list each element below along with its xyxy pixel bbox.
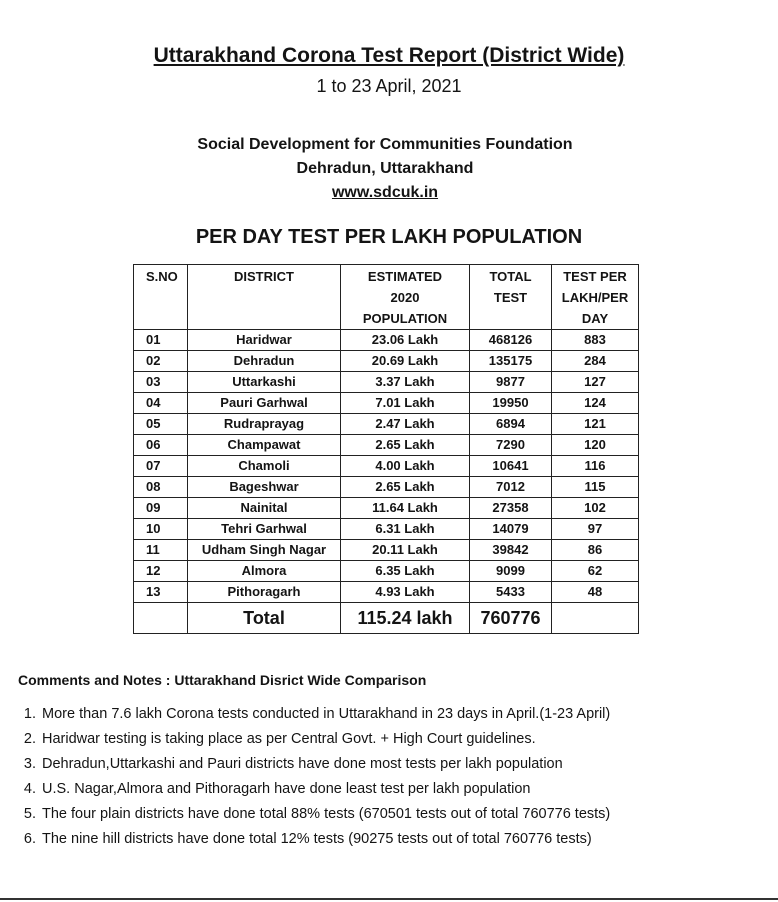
table-row	[134, 456, 639, 477]
cell-per-lakh: 127	[552, 372, 639, 393]
table-row	[134, 498, 639, 519]
cell-district: Rudraprayag	[188, 414, 341, 435]
cell-per-lakh: 86	[552, 540, 639, 561]
cell-per-lakh: 62	[552, 561, 639, 582]
list-item: 1. More than 7.6 lakh Corona tests conducted in Uttarakhand in 23 days in April.(1-23 April)	[40, 702, 760, 727]
cell-per-lakh: 115	[552, 477, 639, 498]
cell-district: Haridwar	[188, 330, 341, 351]
cell-total-test: 9877	[470, 372, 552, 393]
report-dates: 1 to 23 April, 2021	[316, 76, 462, 96]
cell-total-test: 9099	[470, 561, 552, 582]
table-header-row	[134, 265, 639, 330]
cell-per-lakh: 48	[552, 582, 639, 603]
cell-total-test: 468126	[470, 330, 552, 351]
cell-sno: 03	[134, 372, 188, 393]
table-row	[134, 414, 639, 435]
cell-total-test: 27358	[470, 498, 552, 519]
cell-total-test: 6894	[470, 414, 552, 435]
cell-per-lakh: 124	[552, 393, 639, 414]
table-total-row	[134, 603, 639, 634]
cell-sno: 09	[134, 498, 188, 519]
cell-population: 3.37 Lakh	[341, 372, 470, 393]
cell-population: 11.64 Lakh	[341, 498, 470, 519]
cell-sno: 06	[134, 435, 188, 456]
table-row	[134, 393, 639, 414]
cell-per-lakh: 284	[552, 351, 639, 372]
cell-sno: 10	[134, 519, 188, 540]
list-item: 2. Haridwar testing is taking place as per Central Govt. + High Court guidelines.	[40, 727, 760, 752]
cell-sno: 07	[134, 456, 188, 477]
cell-total-empty	[134, 603, 188, 634]
table-row	[134, 582, 639, 603]
cell-per-lakh: 116	[552, 456, 639, 477]
cell-total-label: Total	[188, 603, 341, 634]
list-item: 3. Dehradun,Uttarkashi and Pauri districts have done most tests per lakh population	[40, 752, 760, 777]
notes-heading: Comments and Notes : Uttarakhand Disrict Wide Comparison	[18, 672, 427, 688]
table-row	[134, 330, 639, 351]
cell-sno: 04	[134, 393, 188, 414]
cell-total-test: 7290	[470, 435, 552, 456]
cell-total-test: 19950	[470, 393, 552, 414]
org-name: Social Development for Communities Foundation	[197, 136, 573, 153]
cell-district: Pauri Garhwal	[188, 393, 341, 414]
cell-per-lakh: 121	[552, 414, 639, 435]
cell-population: 2.65 Lakh	[341, 477, 470, 498]
cell-population: 4.93 Lakh	[341, 582, 470, 603]
cell-sno: 13	[134, 582, 188, 603]
header-population: ESTIMATED 2020 POPULATION	[341, 265, 470, 330]
notes-list	[0, 702, 760, 852]
header-test-per-lakh: TEST PER LAKH/PER DAY	[552, 265, 639, 330]
header-total-test: TOTAL TEST	[470, 265, 552, 330]
org-location: Dehradun, Uttarakhand	[296, 160, 474, 177]
cell-population: 2.47 Lakh	[341, 414, 470, 435]
cell-total-test: 135175	[470, 351, 552, 372]
district-test-table	[133, 264, 639, 634]
cell-district: Chamoli	[188, 456, 341, 477]
cell-population: 23.06 Lakh	[341, 330, 470, 351]
cell-sno: 01	[134, 330, 188, 351]
org-block	[0, 133, 770, 205]
report-title: Uttarakhand Corona Test Report (District Wide)	[153, 44, 625, 67]
cell-district: Pithoragarh	[188, 582, 341, 603]
list-item: 5. The four plain districts have done total 88% tests (670501 tests out of total 760776 tests)	[40, 802, 760, 827]
cell-district: Udham Singh Nagar	[188, 540, 341, 561]
cell-sno: 11	[134, 540, 188, 561]
cell-population: 6.31 Lakh	[341, 519, 470, 540]
cell-total-test: 7012	[470, 477, 552, 498]
cell-population: 4.00 Lakh	[341, 456, 470, 477]
cell-per-lakh: 97	[552, 519, 639, 540]
table-row	[134, 372, 639, 393]
section-title: PER DAY TEST PER LAKH POPULATION	[195, 226, 583, 248]
cell-sno: 08	[134, 477, 188, 498]
table-row	[134, 561, 639, 582]
header-sno: S.NO	[134, 265, 188, 330]
table-row	[134, 477, 639, 498]
cell-per-lakh: 883	[552, 330, 639, 351]
cell-district: Champawat	[188, 435, 341, 456]
header-district: DISTRICT	[188, 265, 341, 330]
cell-district: Tehri Garhwal	[188, 519, 341, 540]
table-row	[134, 540, 639, 561]
org-website-link[interactable]: www.sdcuk.in	[331, 184, 439, 201]
cell-district: Dehradun	[188, 351, 341, 372]
bottom-divider	[0, 898, 778, 900]
cell-total-test: 14079	[470, 519, 552, 540]
cell-population: 20.69 Lakh	[341, 351, 470, 372]
cell-total-test: 39842	[470, 540, 552, 561]
cell-total-test: 5433	[470, 582, 552, 603]
table-row	[134, 351, 639, 372]
cell-total-test: 10641	[470, 456, 552, 477]
cell-population: 2.65 Lakh	[341, 435, 470, 456]
cell-population: 6.35 Lakh	[341, 561, 470, 582]
cell-per-lakh: 120	[552, 435, 639, 456]
cell-district: Bageshwar	[188, 477, 341, 498]
list-item: 4. U.S. Nagar,Almora and Pithoragarh have done least test per lakh population	[40, 777, 760, 802]
cell-district: Almora	[188, 561, 341, 582]
cell-population: 20.11 Lakh	[341, 540, 470, 561]
cell-total-tests: 760776	[470, 603, 552, 634]
list-item: 6. The nine hill districts have done total 12% tests (90275 tests out of total 760776 tests)	[40, 827, 760, 852]
cell-per-lakh: 102	[552, 498, 639, 519]
cell-district: Uttarkashi	[188, 372, 341, 393]
cell-sno: 02	[134, 351, 188, 372]
cell-population: 7.01 Lakh	[341, 393, 470, 414]
cell-total-population: 115.24 lakh	[341, 603, 470, 634]
cell-sno: 05	[134, 414, 188, 435]
table-row	[134, 519, 639, 540]
table-row	[134, 435, 639, 456]
cell-district: Nainital	[188, 498, 341, 519]
cell-total-blank	[552, 603, 639, 634]
cell-sno: 12	[134, 561, 188, 582]
